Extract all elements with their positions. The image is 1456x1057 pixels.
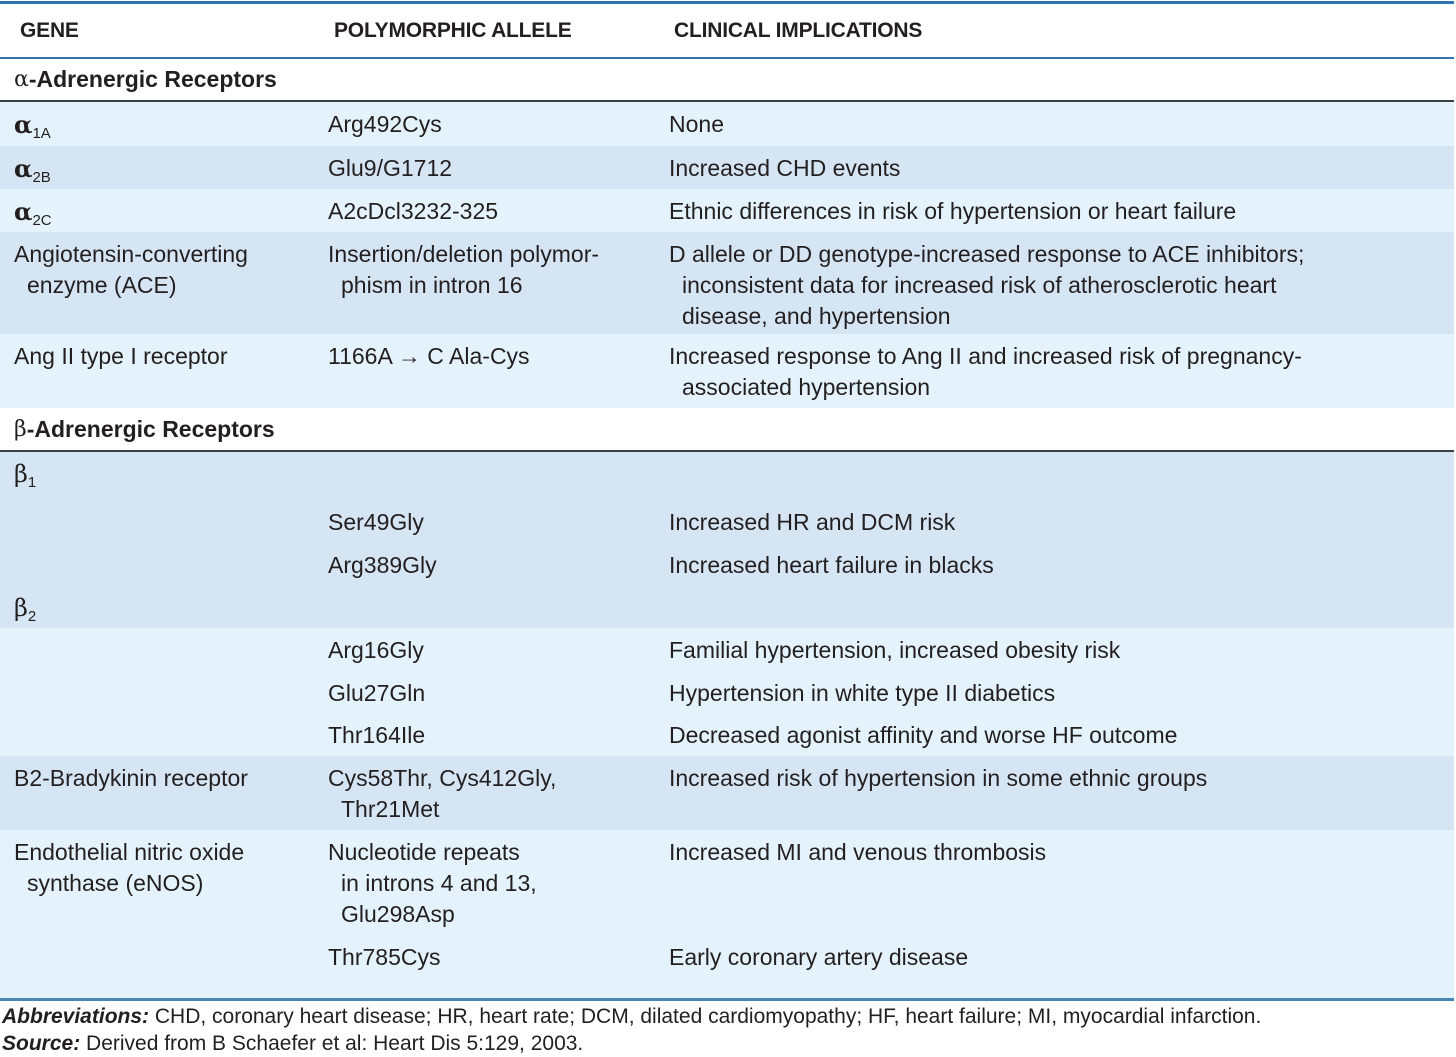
allele-cell — [314, 239, 655, 334]
allele-cell: Glu27Gln — [328, 680, 426, 706]
source-note — [2, 1030, 1261, 1057]
section-alpha-adrenergic — [0, 59, 1454, 102]
abbreviations-note — [2, 1003, 1261, 1030]
gene-cell — [0, 720, 314, 756]
gene-line: Endothelial nitric oxide — [14, 839, 245, 865]
header-implications: CLINICAL IMPLICATIONS — [674, 18, 923, 42]
gene-cell — [0, 239, 314, 334]
gene-cell — [0, 550, 314, 586]
gene-line: synthase (eNOS) — [27, 870, 204, 896]
allele-cell: Arg16Gly — [328, 637, 424, 663]
gene-symbol: β — [14, 460, 28, 488]
table-row-beta-1-sub — [0, 543, 1454, 586]
abbreviations-text: CHD, coronary heart disease; HR, heart rate; DCM, dilated cardiomyopathy; HF, heart failure; MI, myocardial infarction. — [149, 1005, 1262, 1028]
source-text: Derived from B Schaefer et al: Heart Dis 5:129, 2003. — [80, 1032, 584, 1055]
implication-cell: Increased HR and DCM risk — [669, 509, 956, 535]
implication-cell — [655, 239, 1454, 334]
section-alpha-symbol: α — [14, 67, 29, 92]
section-beta-title: -Adrenergic Receptors — [26, 415, 275, 442]
implication-cell — [655, 593, 1454, 628]
table-row-beta-2-sub — [0, 628, 1454, 671]
gene-subscript: 1A — [32, 125, 51, 142]
implication-line: D allele or DD genotype-increased response to ACE inhibitors; — [669, 241, 1305, 267]
table-row-alpha-1a — [0, 102, 1454, 146]
allele-cell: Glu9/G1712 — [328, 155, 453, 181]
allele-cell: A2cDcl3232-325 — [328, 198, 499, 224]
gene-cell — [0, 837, 314, 935]
implication-cell: Early coronary artery disease — [669, 944, 969, 970]
implication-cell: Ethnic differences in risk of hypertension or heart failure — [669, 198, 1237, 224]
allele-cell — [314, 763, 655, 830]
gene-subscript: 1 — [27, 474, 37, 491]
implication-line: disease, and hypertension — [682, 303, 951, 329]
gene-cell — [0, 678, 314, 713]
gene-symbol: α — [14, 154, 33, 183]
abbreviations-label: Abbreviations: — [2, 1005, 150, 1028]
implication-cell: Increased heart failure in blacks — [669, 552, 994, 578]
table-footnotes — [2, 1003, 1261, 1057]
gene-cell — [0, 593, 314, 628]
table-row-bradykinin — [0, 756, 1454, 830]
section-alpha-title: -Adrenergic Receptors — [28, 66, 277, 92]
source-label: Source: — [2, 1032, 81, 1055]
table-row-ang — [0, 334, 1454, 408]
gene-cell — [0, 635, 314, 671]
allele-cell: Thr785Cys — [328, 944, 441, 970]
table-row-enos — [0, 830, 1454, 935]
implication-cell — [655, 459, 1454, 500]
gene-cell — [0, 196, 314, 232]
allele-cell — [314, 593, 655, 628]
section-beta-symbol: β — [14, 416, 27, 442]
implication-cell: Decreased agonist affinity and worse HF outcome — [669, 722, 1178, 748]
allele-cell: Ser49Gly — [328, 509, 424, 535]
table-row-beta-1 — [0, 452, 1454, 500]
table-bottom-rule — [0, 998, 1454, 1001]
table-row-ace — [0, 232, 1454, 334]
table-row-beta-2 — [0, 586, 1454, 628]
allele-cell: 1166A → C Ala-Cys — [328, 343, 530, 369]
table-header — [0, 4, 1454, 59]
implication-line: associated hypertension — [682, 374, 931, 400]
allele-cell: Arg389Gly — [328, 552, 437, 578]
gene-subscript: 2C — [32, 212, 52, 229]
allele-line: Insertion/deletion polymor- — [328, 241, 600, 267]
gene-subscript: 2B — [32, 169, 51, 186]
table-row-beta-2-sub — [0, 671, 1454, 713]
allele-line: in introns 4 and 13, — [341, 870, 537, 896]
allele-line: phism in intron 16 — [341, 272, 523, 298]
allele-line: Thr21Met — [341, 796, 440, 822]
table-row-alpha-2b — [0, 146, 1454, 189]
implication-cell: Increased MI and venous thrombosis — [669, 839, 1047, 865]
allele-cell: Thr164Ile — [328, 722, 426, 748]
implication-cell: Increased risk of hypertension in some ethnic groups — [669, 765, 1208, 791]
allele-cell: Arg492Cys — [328, 111, 442, 137]
allele-line: Cys58Thr, Cys412Gly, — [328, 765, 557, 791]
implication-line: inconsistent data for increased risk of atherosclerotic heart — [682, 272, 1277, 298]
implication-line: Increased response to Ang II and increased risk of pregnancy- — [669, 343, 1302, 369]
gene-cell — [0, 507, 314, 543]
header-gene: GENE — [20, 18, 79, 42]
table-row-enos-sub — [0, 935, 1454, 998]
gene-cell: Ang II type I receptor — [14, 343, 228, 369]
header-allele: POLYMORPHIC ALLELE — [334, 18, 572, 42]
implication-cell — [655, 341, 1454, 408]
allele-line: Glu298Asp — [341, 901, 455, 927]
gene-line: enzyme (ACE) — [27, 272, 177, 298]
allele-line: Nucleotide repeats — [328, 839, 520, 865]
gene-subscript: 2 — [27, 608, 37, 625]
table-row-beta-2-sub — [0, 713, 1454, 756]
section-beta-adrenergic — [0, 408, 1454, 452]
table-row-beta-1-sub — [0, 500, 1454, 543]
implication-cell: Increased CHD events — [669, 155, 901, 181]
gene-symbol: α — [14, 110, 33, 139]
table-row-alpha-2c — [0, 189, 1454, 232]
allele-cell — [314, 459, 655, 500]
allele-cell — [314, 837, 655, 935]
gene-cell — [0, 459, 314, 500]
implication-cell: Familial hypertension, increased obesity risk — [669, 637, 1121, 663]
gene-symbol: α — [14, 197, 33, 226]
gene-cell — [0, 153, 314, 189]
implication-cell: None — [669, 111, 724, 137]
gene-cell — [0, 942, 314, 998]
gene-line: Angiotensin-converting — [14, 241, 248, 267]
gene-cell — [0, 109, 314, 146]
gene-symbol: β — [14, 594, 28, 622]
gene-cell: B2-Bradykinin receptor — [14, 765, 248, 791]
implication-cell: Hypertension in white type II diabetics — [669, 680, 1056, 706]
